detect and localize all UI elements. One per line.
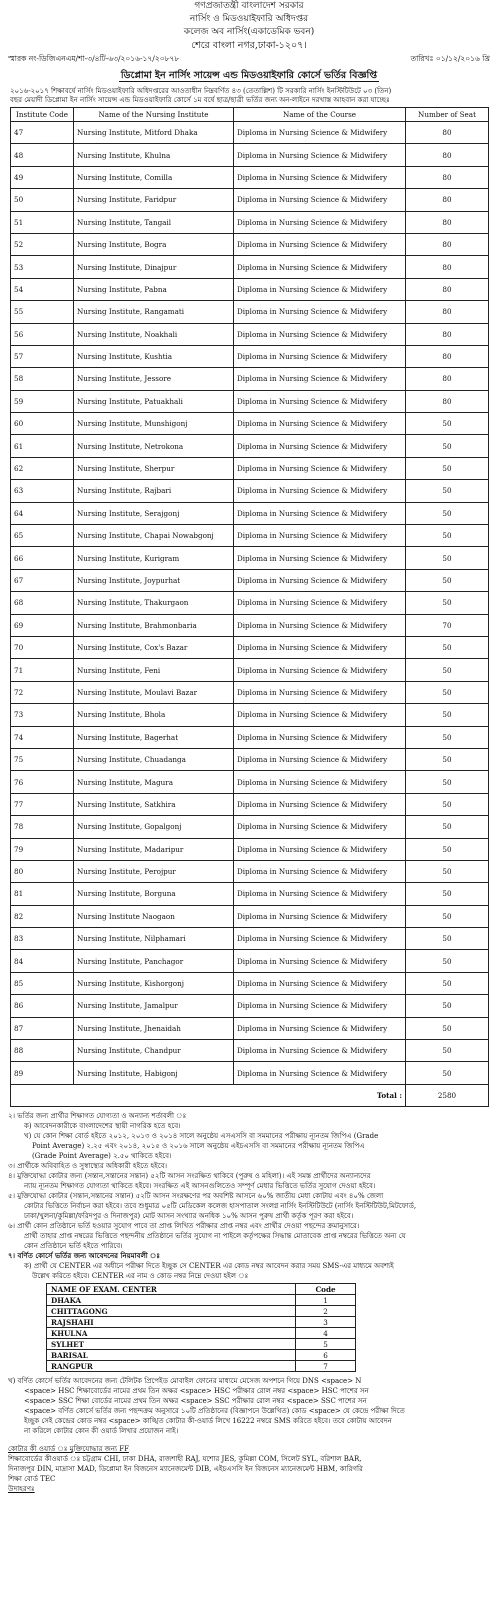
sms-line: না করিলে কোটার কোন কী ওয়ার্ড লিখার প্রয়োজন নাই। <box>24 1427 179 1436</box>
course-name-cell: Diploma in Nursing Science & Midwifery <box>234 1040 406 1062</box>
center-row <box>47 1295 356 1306</box>
memo-number: স্মারক নং-ডিজিএনএম/শা-৩/৪টি-৬৩/২০১৬-১৭/২০৮৭৮ <box>8 54 180 63</box>
course-name-cell: Diploma in Nursing Science & Midwifery <box>234 681 406 703</box>
institute-name-cell: Nursing Institute, Patuakhali <box>74 390 234 412</box>
institute-name-cell: Nursing Institute, Kushtia <box>74 345 234 367</box>
course-name-cell: Diploma in Nursing Science & Midwifery <box>234 122 406 144</box>
section-7-item-ka-cont: উল্লেখ করিতে হইবে। CENTER এর নাম ও কোড নম্বর নিম্নে দেওয়া হইল ঃ <box>32 1272 249 1281</box>
center-code-cell: 4 <box>296 1328 356 1339</box>
institute-name-cell: Nursing Institute, Serajgonj <box>74 502 234 524</box>
institute-name-cell: Nursing Institute, Gopalgonj <box>74 816 234 838</box>
institute-name-cell: Nursing Institute, Jamalpur <box>74 995 234 1017</box>
institute-name-cell: Nursing Institute, Munshigonj <box>74 413 234 435</box>
seat-count-cell: 50 <box>406 592 489 614</box>
table-row <box>11 950 489 972</box>
seat-count-cell: 50 <box>406 525 489 547</box>
conditions-section <box>8 1111 490 1281</box>
institute-code-cell: 64 <box>11 502 74 524</box>
course-name-cell: Diploma in Nursing Science & Midwifery <box>234 547 406 569</box>
table-row <box>11 211 489 233</box>
header-seat-count: Number of Seat <box>406 108 489 122</box>
table-row <box>11 1062 489 1084</box>
table-row <box>11 1040 489 1062</box>
board-keyword-line: শিক্ষাবোর্ডের কীওয়ার্ড ঃ চট্টগ্রাম CHI, ঢাকা DHA, রাজশাহী RAJ, যশোর JES, কুমিল্লা COM, সিলেট SYL, বরিশাল BAR, <box>8 1455 362 1464</box>
course-name-cell: Diploma in Nursing Science & Midwifery <box>234 1017 406 1039</box>
institute-name-cell: Nursing Institute, Mitford Dhaka <box>74 122 234 144</box>
center-header-row <box>47 1284 356 1295</box>
institute-name-cell: Nursing Institute, Rangamati <box>74 301 234 323</box>
institute-name-cell: Nursing Institute, Thakurgaon <box>74 592 234 614</box>
table-row <box>11 928 489 950</box>
institute-code-cell: 56 <box>11 323 74 345</box>
institute-code-cell: 86 <box>11 995 74 1017</box>
header-institute-name: Name of the Nursing Institute <box>74 108 234 122</box>
institute-name-cell: Nursing Institute, Kishorgonj <box>74 972 234 994</box>
table-body <box>11 122 489 1085</box>
institute-code-cell: 82 <box>11 905 74 927</box>
course-name-cell: Diploma in Nursing Science & Midwifery <box>234 323 406 345</box>
seat-count-cell: 50 <box>406 480 489 502</box>
total-label: Total : <box>234 1084 406 1106</box>
seat-count-cell: 80 <box>406 144 489 166</box>
course-name-cell: Diploma in Nursing Science & Midwifery <box>234 972 406 994</box>
course-name-cell: Diploma in Nursing Science & Midwifery <box>234 166 406 188</box>
table-row <box>11 278 489 300</box>
section-4: ৪। মুক্তিযোদ্ধা কোটার জন্য (সন্তান,সন্তানের সন্তান) ৫২টি আসন সংরক্ষিত থাকিবে (পুরুষ ও মহিলা)। এই সমস্ত প্রার্থীদের অন্যান্যদের <box>8 1172 371 1181</box>
course-name-cell: Diploma in Nursing Science & Midwifery <box>234 569 406 591</box>
institute-name-cell: Nursing Institute, Brahmonbaria <box>74 614 234 636</box>
course-name-cell: Diploma in Nursing Science & Midwifery <box>234 883 406 905</box>
course-name-cell: Diploma in Nursing Science & Midwifery <box>234 233 406 255</box>
seat-count-cell: 50 <box>406 928 489 950</box>
table-row <box>11 614 489 636</box>
section-6-cont: কোন প্রতিষ্ঠানে ভর্তি হইতে পারিবে। <box>24 1242 123 1251</box>
institute-code-cell: 71 <box>11 659 74 681</box>
institute-code-cell: 69 <box>11 614 74 636</box>
course-name-cell: Diploma in Nursing Science & Midwifery <box>234 502 406 524</box>
intro-paragraph <box>10 87 488 105</box>
center-code-cell: 7 <box>296 1361 356 1372</box>
total-spacer <box>11 1084 234 1106</box>
institute-code-cell: 65 <box>11 525 74 547</box>
section-2-item-ka: ক) আবেদনকারীকে বাংলাদেশের স্থায়ী নাগরিক হতে হবে। <box>24 1122 181 1131</box>
section-7-title: ৭। বর্ণিত কোর্সে ভর্তির জন্য আবেদনের নিয়মাবলী ঃ <box>8 1251 161 1261</box>
institute-name-cell: Nursing Institute, Bogra <box>74 233 234 255</box>
section-2-title: ২। ভর্তির জন্য প্রার্থীর শিক্ষাগত যোগ্যতা ও অন্যান্য শর্তাবলী ঃ <box>8 1112 187 1121</box>
header-institute-code: Institute Code <box>11 108 74 122</box>
letterhead <box>0 0 498 52</box>
institute-code-cell: 68 <box>11 592 74 614</box>
table-row <box>11 457 489 479</box>
seat-count-cell: 80 <box>406 233 489 255</box>
course-name-cell: Diploma in Nursing Science & Midwifery <box>234 816 406 838</box>
institute-name-cell: Nursing Institute, Chapai Nowabgonj <box>74 525 234 547</box>
institute-name-cell: Nursing Institute, Jessore <box>74 368 234 390</box>
table-row <box>11 166 489 188</box>
seat-count-cell: 50 <box>406 793 489 815</box>
intro-line: বছর মেয়াদী ডিপ্লোমা ইন নার্সিং সায়েন্স এন্ড মিডওয়াইফারি কোর্সে ১ম বর্ষে ছাত্র/ছাত্রী ভর্তির জন্য অন-লাইনে দরখাস্ত আহবান করা যাচ্ছেঃ <box>10 96 390 104</box>
total-value: 2580 <box>406 1084 489 1106</box>
seat-count-cell: 80 <box>406 323 489 345</box>
institute-code-cell: 88 <box>11 1040 74 1062</box>
institute-name-cell: Nursing Institute, Khulna <box>74 144 234 166</box>
institute-name-cell: Nursing Institute, Chandpur <box>74 1040 234 1062</box>
institute-code-cell: 57 <box>11 345 74 367</box>
seat-count-cell: 50 <box>406 502 489 524</box>
course-name-cell: Diploma in Nursing Science & Midwifery <box>234 189 406 211</box>
center-name-cell: BARISAL <box>47 1350 296 1361</box>
institute-code-cell: 48 <box>11 144 74 166</box>
institute-code-cell: 75 <box>11 748 74 770</box>
center-name-cell: RANGPUR <box>47 1361 296 1372</box>
seat-count-cell: 80 <box>406 122 489 144</box>
total-row <box>11 1084 489 1106</box>
memo-date: তারিখঃ ০১/১২/২০১৬ খ্রি <box>410 54 490 63</box>
course-name-cell: Diploma in Nursing Science & Midwifery <box>234 301 406 323</box>
seat-count-cell: 50 <box>406 816 489 838</box>
institute-name-cell: Nursing Institute, Jhenaidah <box>74 1017 234 1039</box>
institute-code-cell: 85 <box>11 972 74 994</box>
table-row <box>11 681 489 703</box>
seat-count-cell: 50 <box>406 860 489 882</box>
sms-instructions <box>8 1376 490 1436</box>
table-row <box>11 435 489 457</box>
table-row <box>11 301 489 323</box>
table-row <box>11 144 489 166</box>
course-name-cell: Diploma in Nursing Science & Midwifery <box>234 211 406 233</box>
table-row <box>11 636 489 658</box>
course-name-cell: Diploma in Nursing Science & Midwifery <box>234 144 406 166</box>
intro-line: ২০১৬-২০১৭ শিক্ষাবর্ষে নার্সিং মিডওয়াইফারি অধিদপ্তরের আওতাধীন নিম্নবর্ণিত ৪৩ (তেতাল্লিশ) টি সরকারি নার্সিং ইনস্টিটিউটে ০৩ (তিন) <box>10 87 392 95</box>
table-row <box>11 547 489 569</box>
course-name-cell: Diploma in Nursing Science & Midwifery <box>234 905 406 927</box>
course-name-cell: Diploma in Nursing Science & Midwifery <box>234 592 406 614</box>
course-name-cell: Diploma in Nursing Science & Midwifery <box>234 838 406 860</box>
seat-count-cell: 50 <box>406 995 489 1017</box>
college-name: কলেজ অব নার্সিং(একাডেমিক ভবন) <box>183 27 315 37</box>
seat-count-cell: 80 <box>406 189 489 211</box>
institute-name-cell: Nursing Institute, Kurigram <box>74 547 234 569</box>
center-name-cell: DHAKA <box>47 1295 296 1306</box>
seat-count-cell: 50 <box>406 748 489 770</box>
center-name-cell: KHULNA <box>47 1328 296 1339</box>
table-row <box>11 883 489 905</box>
section-6-cont: প্রার্থী তাহার প্রাপ্ত নম্বরের ভিত্তিতে পছন্দনীয় প্রতিষ্ঠানে ভর্তির সুযোগ না পাইলে কর্তৃপক্ষের সিদ্ধান্ত মোতাবেক প্রাপ্ত নম্বরের ভিত্তিতে অন্য যে <box>24 1232 406 1241</box>
seat-count-cell: 50 <box>406 547 489 569</box>
directorate-name: নার্সিং ও মিডওয়াইফারি অধিদপ্তর <box>189 14 309 24</box>
table-row <box>11 323 489 345</box>
center-code-cell: 5 <box>296 1339 356 1350</box>
center-code-cell: 1 <box>296 1295 356 1306</box>
course-name-cell: Diploma in Nursing Science & Midwifery <box>234 368 406 390</box>
center-row <box>47 1361 356 1372</box>
institute-code-cell: 67 <box>11 569 74 591</box>
course-name-cell: Diploma in Nursing Science & Midwifery <box>234 435 406 457</box>
institute-name-cell: Nursing Institute, Chuadanga <box>74 748 234 770</box>
institute-name-cell: Nursing Institute, Panchagor <box>74 950 234 972</box>
course-name-cell: Diploma in Nursing Science & Midwifery <box>234 659 406 681</box>
course-name-cell: Diploma in Nursing Science & Midwifery <box>234 793 406 815</box>
course-name-cell: Diploma in Nursing Science & Midwifery <box>234 771 406 793</box>
institute-name-cell: Nursing Institute, Sherpur <box>74 457 234 479</box>
table-row <box>11 1017 489 1039</box>
section-3: ৩। প্রার্থীকে অবিবাহিত ও সুস্বাস্থ্যের অধিকারী হইতে হইবে। <box>8 1162 168 1171</box>
sms-line: খ) বর্ণিত কোর্সে ভর্তির আবেদনের জন্য টেলিটক প্রিপেইড মোবাইল ফোনের মাধ্যমে মেসেজ অপশনে গিয়ে DNS <space> N <box>8 1377 362 1386</box>
course-name-cell: Diploma in Nursing Science & Midwifery <box>234 457 406 479</box>
center-row <box>47 1328 356 1339</box>
course-name-cell: Diploma in Nursing Science & Midwifery <box>234 726 406 748</box>
center-header-code: Code <box>296 1284 356 1295</box>
institute-code-cell: 73 <box>11 704 74 726</box>
table-row <box>11 995 489 1017</box>
institute-code-cell: 58 <box>11 368 74 390</box>
table-row <box>11 838 489 860</box>
course-name-cell: Diploma in Nursing Science & Midwifery <box>234 928 406 950</box>
sms-line: <space> HSC শিক্ষাবোর্ডের নামের প্রথম তিন অক্ষর <space> HSC পরীক্ষার রোল নম্বর <space> HSC পাশের সন <box>24 1387 369 1396</box>
notice-title-text: ডিপ্লোমা ইন নার্সিং সায়েন্স এন্ড মিডওয়াইফারি কোর্সে ভর্তির বিজ্ঞপ্তি <box>120 70 378 81</box>
seat-count-cell: 50 <box>406 457 489 479</box>
institute-name-cell: Nursing Institute, Nilphamari <box>74 928 234 950</box>
institute-name-cell: Nursing Institute, Tangail <box>74 211 234 233</box>
institute-name-cell: Nursing Institute, Comilla <box>74 166 234 188</box>
center-name-cell: CHITTAGONG <box>47 1306 296 1317</box>
section-5-cont: কোটার ভিত্তিতে নির্বাচন করা হইবে। তবে শুধুমাত্র ০৫টি মেডিকেল কলেজ হাসপাতাল সংলগ্ন নার্সিং ইনস্টিটিউটে (নার্সিং ইনস্টিটিউট,মিটফোর্ড, <box>24 1202 417 1211</box>
seat-count-cell: 50 <box>406 659 489 681</box>
seat-count-cell: 50 <box>406 636 489 658</box>
seat-count-cell: 50 <box>406 972 489 994</box>
seat-count-cell: 50 <box>406 771 489 793</box>
institute-name-cell: Nursing Institute, Madaripur <box>74 838 234 860</box>
course-name-cell: Diploma in Nursing Science & Midwifery <box>234 860 406 882</box>
institute-code-cell: 76 <box>11 771 74 793</box>
center-header-name: NAME OF EXAM. CENTER <box>47 1284 296 1295</box>
section-2-item-kha-cont: Point Average) ২.২৫ এবং ২০১৪, ২০১৫ ও ২০১৬ সালে অনুষ্ঠেয় এইচএসসি বা সমমানের পরীক্ষায় ন্যূনতম জিপিএ <box>32 1142 365 1151</box>
seat-count-cell: 50 <box>406 1040 489 1062</box>
sms-line: <space> SSC শিক্ষা বোর্ডের নামের প্রথম তিন অক্ষর <space> SSC পরীক্ষার রোল নম্বর <space> SSC পাশের সন <box>24 1397 367 1406</box>
institute-name-cell: Nursing Institute, Faridpur <box>74 189 234 211</box>
institute-code-cell: 78 <box>11 816 74 838</box>
institute-name-cell: Nursing Institute Naogaon <box>74 905 234 927</box>
table-row <box>11 771 489 793</box>
table-row <box>11 256 489 278</box>
seat-count-cell: 80 <box>406 211 489 233</box>
course-name-cell: Diploma in Nursing Science & Midwifery <box>234 480 406 502</box>
institute-code-cell: 50 <box>11 189 74 211</box>
section-2-item-kha: খ) যে কোন শিক্ষা বোর্ড হইতে ২০১২, ২০১৩ ও ২০১৪ সালে অনুষ্ঠেয় এসএসসি বা সমমানের পরীক্ষায় ন্যূনতম জিপিএ (Grade <box>24 1132 379 1141</box>
section-4-cont: ন্যায় ন্যূনতম শিক্ষাগত যোগ্যতা থাকিতে হইবে। সংরক্ষিত এই আসনগুলিতেও সম্পূর্ণ মেধার ভিত্তিতে ভর্তির সুযোগ দেওয়া হইবে। <box>24 1182 376 1191</box>
institute-code-cell: 52 <box>11 233 74 255</box>
institute-code-cell: 61 <box>11 435 74 457</box>
table-row <box>11 793 489 815</box>
course-name-cell: Diploma in Nursing Science & Midwifery <box>234 1062 406 1084</box>
institute-code-cell: 84 <box>11 950 74 972</box>
table-row <box>11 592 489 614</box>
seat-count-cell: 50 <box>406 950 489 972</box>
seat-count-cell: 50 <box>406 704 489 726</box>
table-row <box>11 233 489 255</box>
seat-count-cell: 80 <box>406 345 489 367</box>
institute-code-cell: 87 <box>11 1017 74 1039</box>
institute-code-cell: 66 <box>11 547 74 569</box>
memo-row <box>8 54 490 66</box>
course-name-cell: Diploma in Nursing Science & Midwifery <box>234 704 406 726</box>
center-row <box>47 1306 356 1317</box>
table-row <box>11 189 489 211</box>
institute-name-cell: Nursing Institute, Joypurhat <box>74 569 234 591</box>
center-code-cell: 6 <box>296 1350 356 1361</box>
sms-line: <space> বর্ণিত কোর্সে ভর্তির জন্য পছন্দক্রম অনুসারে ১০টি প্রতিষ্ঠানের (বিজ্ঞাপনে উল্লেখিত) কোড <space> যে কেন্দ্রে পরীক্ষা দিতে <box>24 1407 405 1416</box>
table-row <box>11 390 489 412</box>
institute-seat-table <box>10 107 489 1107</box>
institute-name-cell: Nursing Institute, Bagerhat <box>74 726 234 748</box>
institute-code-cell: 60 <box>11 413 74 435</box>
seat-count-cell: 50 <box>406 681 489 703</box>
institute-code-cell: 55 <box>11 301 74 323</box>
course-name-cell: Diploma in Nursing Science & Midwifery <box>234 995 406 1017</box>
sms-line: ইচ্ছুক সেই কেন্দ্রের কোড নম্বর <space> কাঙ্খিত কোটার কী-ওয়ার্ড লিখে 16222 নম্বরে SMS করিতে হইবে। তবে কোটায় আবেদন <box>24 1417 392 1426</box>
course-name-cell: Diploma in Nursing Science & Midwifery <box>234 748 406 770</box>
institute-name-cell: Nursing Institute, Moulavi Bazar <box>74 681 234 703</box>
section-6: ৬। প্রার্থী কোন প্রতিষ্ঠানে ভর্তি হওয়ার সুযোগ পাবে তা প্রাপ্ত লিখিত পরীক্ষার প্রাপ্ত নম্বর এবং প্রার্থীর দেওয়া পছন্দের ক্রমানুসারে। <box>8 1222 360 1231</box>
quota-keywords <box>8 1444 490 1494</box>
institute-code-cell: 62 <box>11 457 74 479</box>
section-2-item-kha-cont: (Grade Point Average) ২.৫০ থাকিতে হইবে। <box>32 1152 172 1161</box>
seat-count-cell: 80 <box>406 301 489 323</box>
seat-count-cell: 80 <box>406 390 489 412</box>
institute-code-cell: 51 <box>11 211 74 233</box>
table-row <box>11 525 489 547</box>
table-row <box>11 972 489 994</box>
institute-name-cell: Nursing Institute, Rajbari <box>74 480 234 502</box>
seat-count-cell: 70 <box>406 614 489 636</box>
table-row <box>11 816 489 838</box>
institute-code-cell: 80 <box>11 860 74 882</box>
institute-name-cell: Nursing Institute, Borguna <box>74 883 234 905</box>
table-row <box>11 345 489 367</box>
institute-name-cell: Nursing Institute, Satkhira <box>74 793 234 815</box>
table-row <box>11 726 489 748</box>
course-name-cell: Diploma in Nursing Science & Midwifery <box>234 345 406 367</box>
exam-center-table <box>46 1283 356 1372</box>
institute-name-cell: Nursing Institute, Perojpur <box>74 860 234 882</box>
seat-count-cell: 50 <box>406 883 489 905</box>
section-7-item-ka: ক) প্রার্থী যে CENTER এর অধীনে পরীক্ষা দিতে ইচ্ছুক সে CENTER এর কোড নম্বর আবেদন করার সময় SMS-এর মাধ্যমে অবশ্যই <box>24 1262 394 1271</box>
board-keyword-line: দিনাজপুর DIN, মাদ্রাসা MAD, ডিপ্লোমা ইন বিজনেস ম্যানেজমেন্ট DIB, এইচএসসি ইন বিজনেস ম্যানেজমেন্ট HBM, কারিগরি <box>8 1465 363 1474</box>
institute-code-cell: 72 <box>11 681 74 703</box>
center-name-cell: RAJSHAHI <box>47 1317 296 1328</box>
center-code-cell: 3 <box>296 1317 356 1328</box>
header-course-name: Name of the Course <box>234 108 406 122</box>
institute-code-cell: 74 <box>11 726 74 748</box>
seat-count-cell: 80 <box>406 278 489 300</box>
notice-title <box>0 69 498 84</box>
seat-count-cell: 50 <box>406 905 489 927</box>
center-row <box>47 1339 356 1350</box>
institute-name-cell: Nursing Institute, Netrokona <box>74 435 234 457</box>
table-row <box>11 748 489 770</box>
example-label: উদাহরণঃ <box>8 1485 35 1494</box>
government-name: গণপ্রজাতন্ত্রী বাংলাদেশ সরকার <box>194 1 304 11</box>
course-name-cell: Diploma in Nursing Science & Midwifery <box>234 390 406 412</box>
course-name-cell: Diploma in Nursing Science & Midwifery <box>234 256 406 278</box>
institute-code-cell: 47 <box>11 122 74 144</box>
table-row <box>11 569 489 591</box>
institute-name-cell: Nursing Institute, Magura <box>74 771 234 793</box>
seat-count-cell: 50 <box>406 1062 489 1084</box>
course-name-cell: Diploma in Nursing Science & Midwifery <box>234 278 406 300</box>
institute-name-cell: Nursing Institute, Pabna <box>74 278 234 300</box>
table-row <box>11 704 489 726</box>
institute-name-cell: Nursing Institute, Habigonj <box>74 1062 234 1084</box>
table-row <box>11 502 489 524</box>
institute-code-cell: 83 <box>11 928 74 950</box>
center-code-cell: 2 <box>296 1306 356 1317</box>
seat-count-cell: 80 <box>406 256 489 278</box>
institute-name-cell: Nursing Institute, Bhola <box>74 704 234 726</box>
course-name-cell: Diploma in Nursing Science & Midwifery <box>234 525 406 547</box>
center-row <box>47 1350 356 1361</box>
institute-code-cell: 70 <box>11 636 74 658</box>
board-keyword-line: শিক্ষা বোর্ড TEC <box>8 1475 56 1484</box>
institute-name-cell: Nursing Institute, Noakhali <box>74 323 234 345</box>
institute-code-cell: 81 <box>11 883 74 905</box>
institute-code-cell: 59 <box>11 390 74 412</box>
table-row <box>11 413 489 435</box>
seat-count-cell: 50 <box>406 435 489 457</box>
seat-count-cell: 50 <box>406 838 489 860</box>
institute-code-cell: 89 <box>11 1062 74 1084</box>
institute-name-cell: Nursing Institute, Cox's Bazar <box>74 636 234 658</box>
institute-code-cell: 53 <box>11 256 74 278</box>
seat-count-cell: 50 <box>406 1017 489 1039</box>
center-name-cell: SYLHET <box>47 1339 296 1350</box>
seat-count-cell: 50 <box>406 413 489 435</box>
quota-keyword-line: কোটার কী ওয়ার্ড ঃ মুক্তিযোদ্ধার জন্য FF <box>8 1445 129 1454</box>
institute-name-cell: Nursing Institute, Feni <box>74 659 234 681</box>
center-table-body <box>47 1295 356 1372</box>
table-header-row <box>11 108 489 122</box>
address: শেরে বাংলা নগর,ঢাকা-১২০৭। <box>191 40 307 51</box>
section-5-cont: ঢাকা/খুলনা/কুমিল্লা/ফরিদপুর ও দিনাজপুর) মোট আসন সংখ্যার অনধিক ১০% আসন পুরুষ প্রার্থী কর্তৃক পূরণ করা হইবে। <box>24 1212 354 1221</box>
course-name-cell: Diploma in Nursing Science & Midwifery <box>234 614 406 636</box>
seat-count-cell: 50 <box>406 569 489 591</box>
institute-name-cell: Nursing Institute, Dinajpur <box>74 256 234 278</box>
table-row <box>11 905 489 927</box>
seat-count-cell: 80 <box>406 166 489 188</box>
table-row <box>11 122 489 144</box>
course-name-cell: Diploma in Nursing Science & Midwifery <box>234 950 406 972</box>
center-row <box>47 1317 356 1328</box>
institute-code-cell: 54 <box>11 278 74 300</box>
institute-code-cell: 63 <box>11 480 74 502</box>
seat-count-cell: 80 <box>406 368 489 390</box>
table-row <box>11 860 489 882</box>
seat-count-cell: 50 <box>406 726 489 748</box>
course-name-cell: Diploma in Nursing Science & Midwifery <box>234 636 406 658</box>
course-name-cell: Diploma in Nursing Science & Midwifery <box>234 413 406 435</box>
table-row <box>11 480 489 502</box>
institute-code-cell: 79 <box>11 838 74 860</box>
institute-code-cell: 77 <box>11 793 74 815</box>
table-row <box>11 659 489 681</box>
section-5: ৫। মুক্তিযোদ্ধা কোটার (সন্তান,সন্তানের সন্তান) ৫২টি আসন সংরক্ষণের পর অবশিষ্ট আসনে ৬০% জাতীয় মেধা কোটায় এবং ৪০% জেলা <box>8 1192 384 1201</box>
institute-code-cell: 49 <box>11 166 74 188</box>
table-row <box>11 368 489 390</box>
